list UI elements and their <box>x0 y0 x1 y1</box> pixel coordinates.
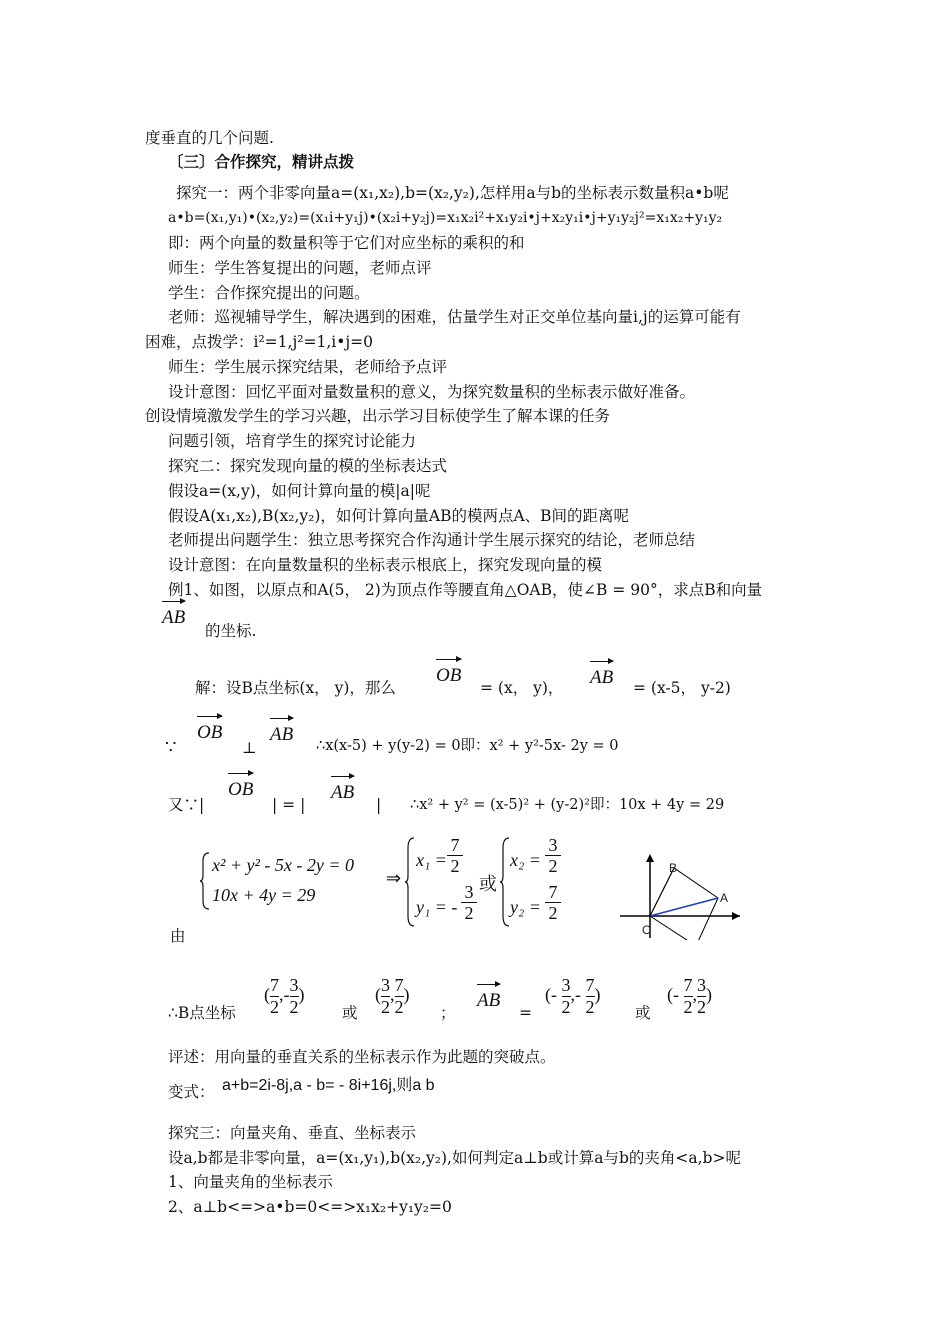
vector-AB: AB <box>477 990 500 1012</box>
vector-OB: OB <box>436 665 461 687</box>
vector-AB: AB <box>590 667 613 689</box>
coord-option-2: ( $\frac{3}{2}$ , $\frac{7}{2}$ ) <box>375 975 410 1017</box>
x1-label: x₁ = <box>416 850 447 870</box>
vector-AB: AB <box>331 782 354 804</box>
fraction: $\frac{7}{2}$ <box>447 835 463 876</box>
x-axis-arrow-icon <box>732 912 740 920</box>
vector-AB: AB <box>162 607 185 629</box>
text-line: 即：两个向量的数量积等于它们对应坐标的乘积的和 <box>168 234 525 252</box>
because-symbol: ∵ <box>165 737 177 758</box>
text-line: 探究三：向量夹角、垂直、坐标表示 <box>168 1124 417 1142</box>
coord-option-4: (- $\frac{7}{2}$ , $\frac{3}{2}$ ) <box>667 975 712 1017</box>
text-line: | = | <box>272 796 306 814</box>
text-line: 1、向量夹角的坐标表示 <box>168 1173 333 1191</box>
vector-OB: OB <box>197 722 222 744</box>
text-line: 假设A(x₁,x₂),B(x₂,y₂)，如何计算向量AB的模两点A、B间的距离呢 <box>168 507 630 525</box>
text-line: 困难，点拨学：i²=1,j²=1,i•j=0 <box>145 333 373 351</box>
variant-formula: a+b=2i-8j,a - b= - 8i+16j,则a b <box>222 1077 435 1094</box>
vector-OB: OB <box>228 779 253 801</box>
text-line: 评述：用向量的垂直关系的坐标表示作为此题的突破点。 <box>168 1048 556 1066</box>
equals: = <box>519 1004 532 1022</box>
text-line: 设a,b都是非零向量，a=(x₁,y₁),b(x₂,y₂),如何判定a⊥b或计算a与b的夹角<a,b>呢 <box>168 1149 741 1167</box>
fraction: $\frac{3}{2}$ <box>461 882 477 923</box>
equation-text: ∴x(x-5) + y(y-2) = 0即：x² + y²-5x- 2y = 0 <box>316 738 619 754</box>
equation-1: x² + y² - 5x - 2y = 0 <box>212 855 355 875</box>
left-brace <box>404 836 416 928</box>
x2-label: x₂ = <box>510 850 541 870</box>
square-outline <box>650 868 718 940</box>
solution-text: = (x， y)， <box>480 679 564 697</box>
y1-label: y₁ = - <box>416 897 458 917</box>
label-B: B <box>669 861 678 875</box>
formula-line: a•b=(x₁,y₁)•(x₂,y₂)=(x₁i+y₁j)•(x₂i+y₂j)=x₁x₂i²+x₁y₂i•j+x₂y₁i•j+y₁y₂j²=x₁x₂+y₁y₂ <box>168 210 723 226</box>
y-axis-arrow-icon <box>646 854 654 862</box>
segment-OB <box>650 868 674 916</box>
text-line: 的坐标. <box>205 622 257 640</box>
left-brace <box>199 851 211 911</box>
text-line: | <box>376 796 382 814</box>
semicolon: ； <box>440 1004 456 1022</box>
vector-AB: AB <box>270 724 293 746</box>
geometry-figure <box>612 850 742 940</box>
text-line: 师生：学生展示探究结果，老师给予点评 <box>168 358 448 376</box>
text-line: 由 <box>170 927 186 945</box>
text-line: 变式： <box>168 1083 215 1101</box>
example-line: 例1、如图，以原点和A(5， 2)为顶点作等腰直角△OAB，使∠B = 90°，求点B和向量 <box>168 581 763 599</box>
text-line: 探究二：探究发现向量的模的坐标表达式 <box>168 457 448 475</box>
fraction: $\frac{3}{2}$ <box>545 835 561 876</box>
solution-text: = (x-5， y-2) <box>633 679 731 697</box>
equation-2: 10x + 4y = 29 <box>212 885 316 905</box>
text-line: 老师：巡视辅导学生，解决遇到的困难，估量学生对正交单位基向量i,j的运算可能有 <box>168 308 741 326</box>
y2-label: y₂ = <box>510 897 541 917</box>
text-line: 老师提出问题学生：独立思考探究合作沟通计学生展示探究的结论，老师总结 <box>168 531 696 549</box>
vector-OA <box>650 898 718 916</box>
text-line: 问题引领，培育学生的探究讨论能力 <box>168 432 417 450</box>
implies-arrow: ⇒ <box>386 868 402 888</box>
label-O: O <box>642 923 652 937</box>
text-line: 假设a=(x,y)，如何计算向量的模|a|呢 <box>168 482 431 500</box>
or-text: 或 <box>342 1004 358 1022</box>
or-text: 或 <box>479 874 497 894</box>
coord-option-1: ( $\frac{7}{2}$ ,- $\frac{3}{2}$ ) <box>264 975 305 1017</box>
text-line: 设计意图：回忆平面对量数量积的意义，为探究数量积的坐标表示做好准备。 <box>168 383 696 401</box>
label-A: A <box>720 891 729 905</box>
coord-option-3: (- $\frac{3}{2}$ ,- $\frac{7}{2}$ ) <box>545 975 601 1017</box>
text-line: 探究一：两个非零向量a=(x₁,x₂),b=(x₂,y₂),怎样用a与b的坐标表示数量积a•b呢 <box>176 184 729 202</box>
text-line: 创设情境激发学生的学习兴趣，出示学习目标使学生了解本课的任务 <box>145 407 611 425</box>
text-line: 又∵| <box>168 796 205 814</box>
equation-text: ∴x² + y² = (x-5)² + (y-2)²即：10x + 4y = 29 <box>410 797 725 813</box>
solution-text: 解：设B点坐标(x， y)，那么 <box>195 679 396 697</box>
text-line: 学生：合作探究提出的问题。 <box>168 284 370 302</box>
section-heading: 〔三〕合作探究，精讲点拨 <box>168 152 355 171</box>
text-line: 师生：学生答复提出的问题，老师点评 <box>168 259 432 277</box>
text-line: 设计意图：在向量数量积的坐标表示根底上，探究发现向量的模 <box>168 556 603 574</box>
text-line: 2、a⊥b<=>a•b=0<=>x₁x₂+y₁y₂=0 <box>168 1198 452 1216</box>
text-line: ∴B点坐标 <box>168 1004 236 1022</box>
text-line: 度垂直的几个问题. <box>145 129 274 147</box>
fraction: $\frac{7}{2}$ <box>545 882 561 923</box>
or-text: 或 <box>635 1004 651 1022</box>
perp-symbol: ⊥ <box>242 739 257 757</box>
